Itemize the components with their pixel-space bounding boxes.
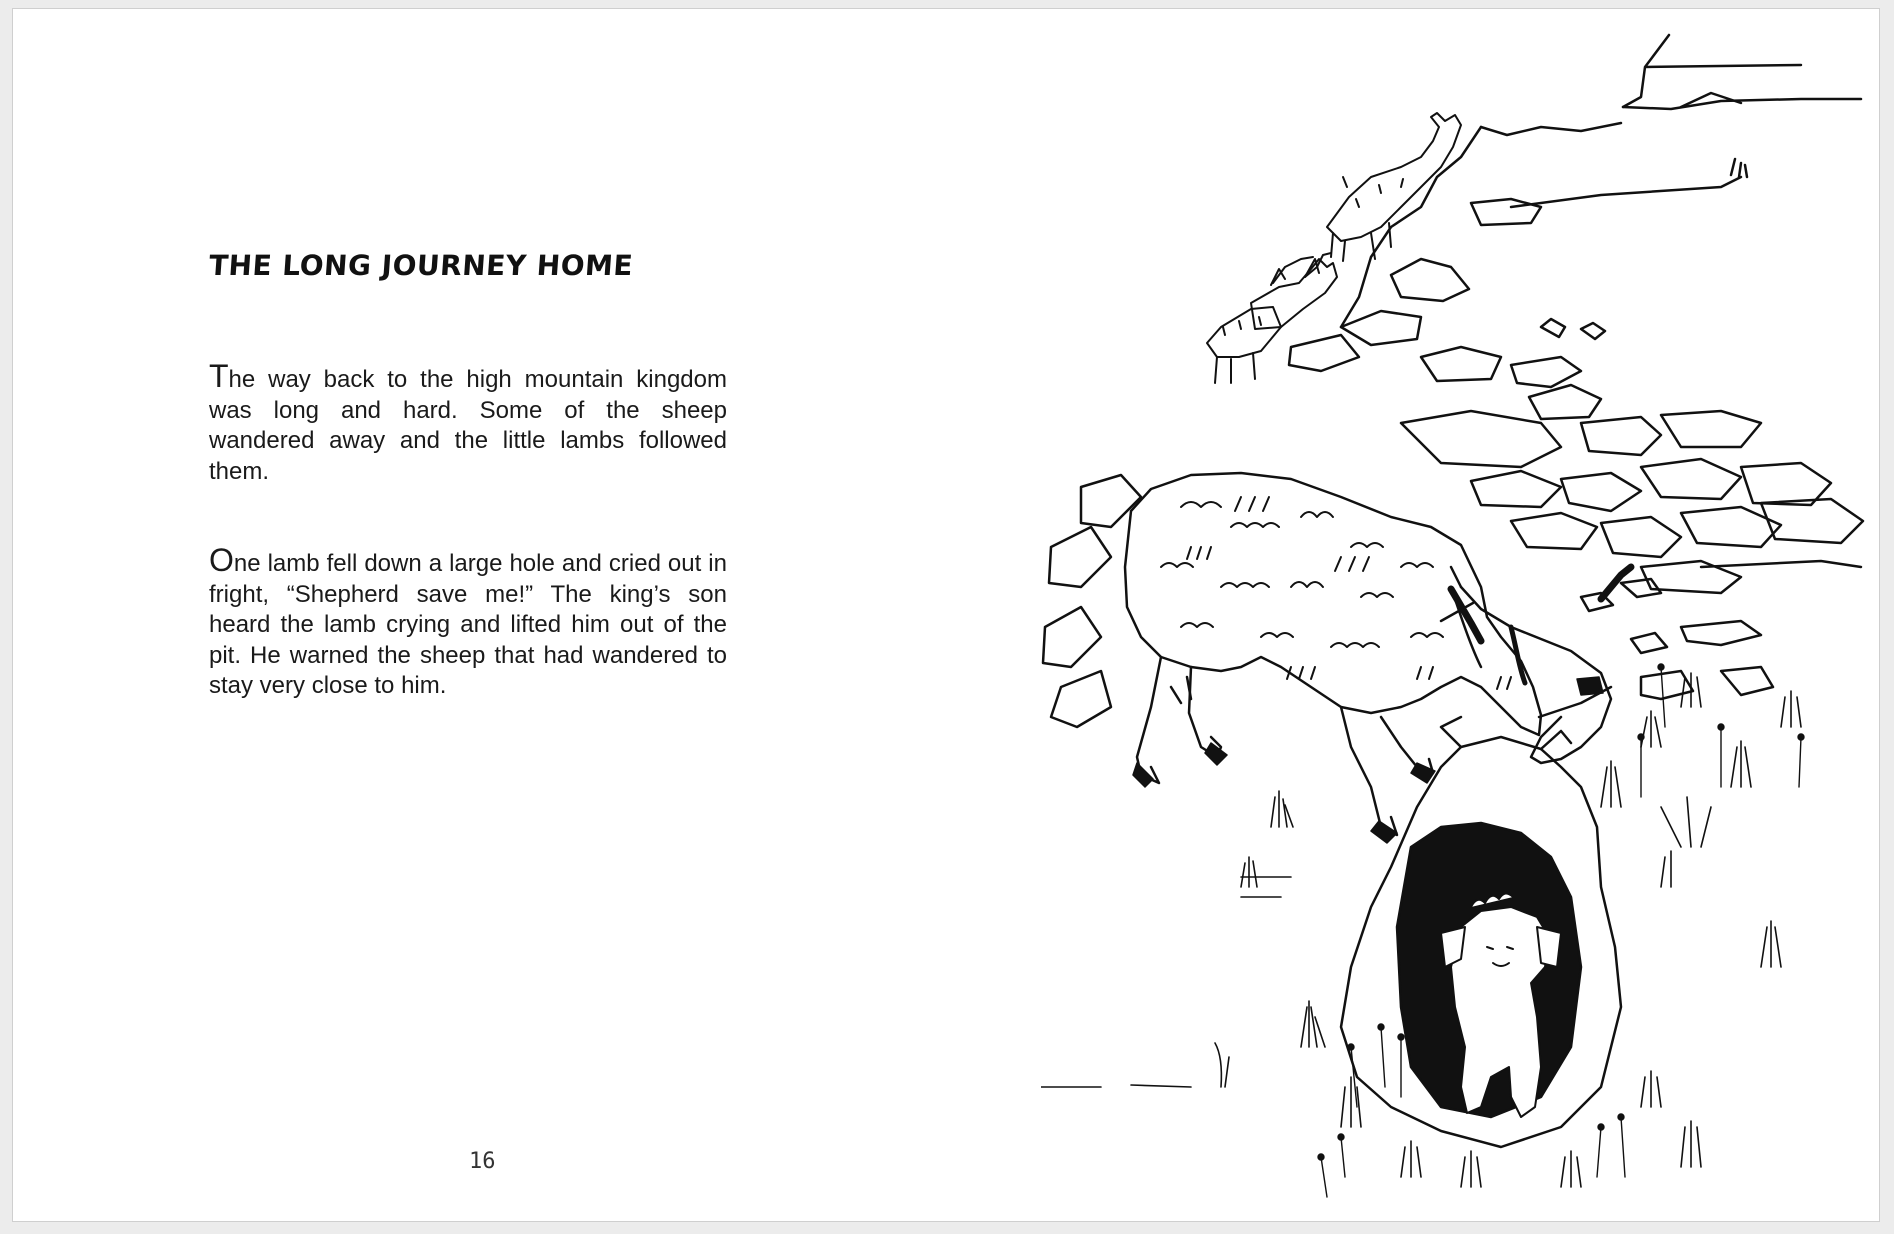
large-sheep (1125, 473, 1631, 843)
climbing-sheep (1207, 113, 1461, 383)
sheep-and-lamb-illustration (1041, 27, 1879, 1203)
story-paragraph-2: One lamb fell down a large hole and cried out in fright, “Shepherd save me!” The king’s son heard the lamb crying and lifted him out of the pit. He warned the sheep that had wandered to stay very close to him. (209, 542, 727, 699)
book-spread (12, 8, 1880, 1222)
page-title: THE LONG JOURNEY HOME (207, 249, 635, 282)
rock-ledges (1043, 199, 1863, 727)
mountain-ridge (1341, 35, 1861, 327)
pit (1341, 717, 1621, 1147)
story-paragraph-1: The way back to the high mountain kingdom was long and hard. Some of the sheep wandered away and the little lambs followed them. (209, 358, 727, 485)
page-number: 16 (469, 1149, 496, 1174)
